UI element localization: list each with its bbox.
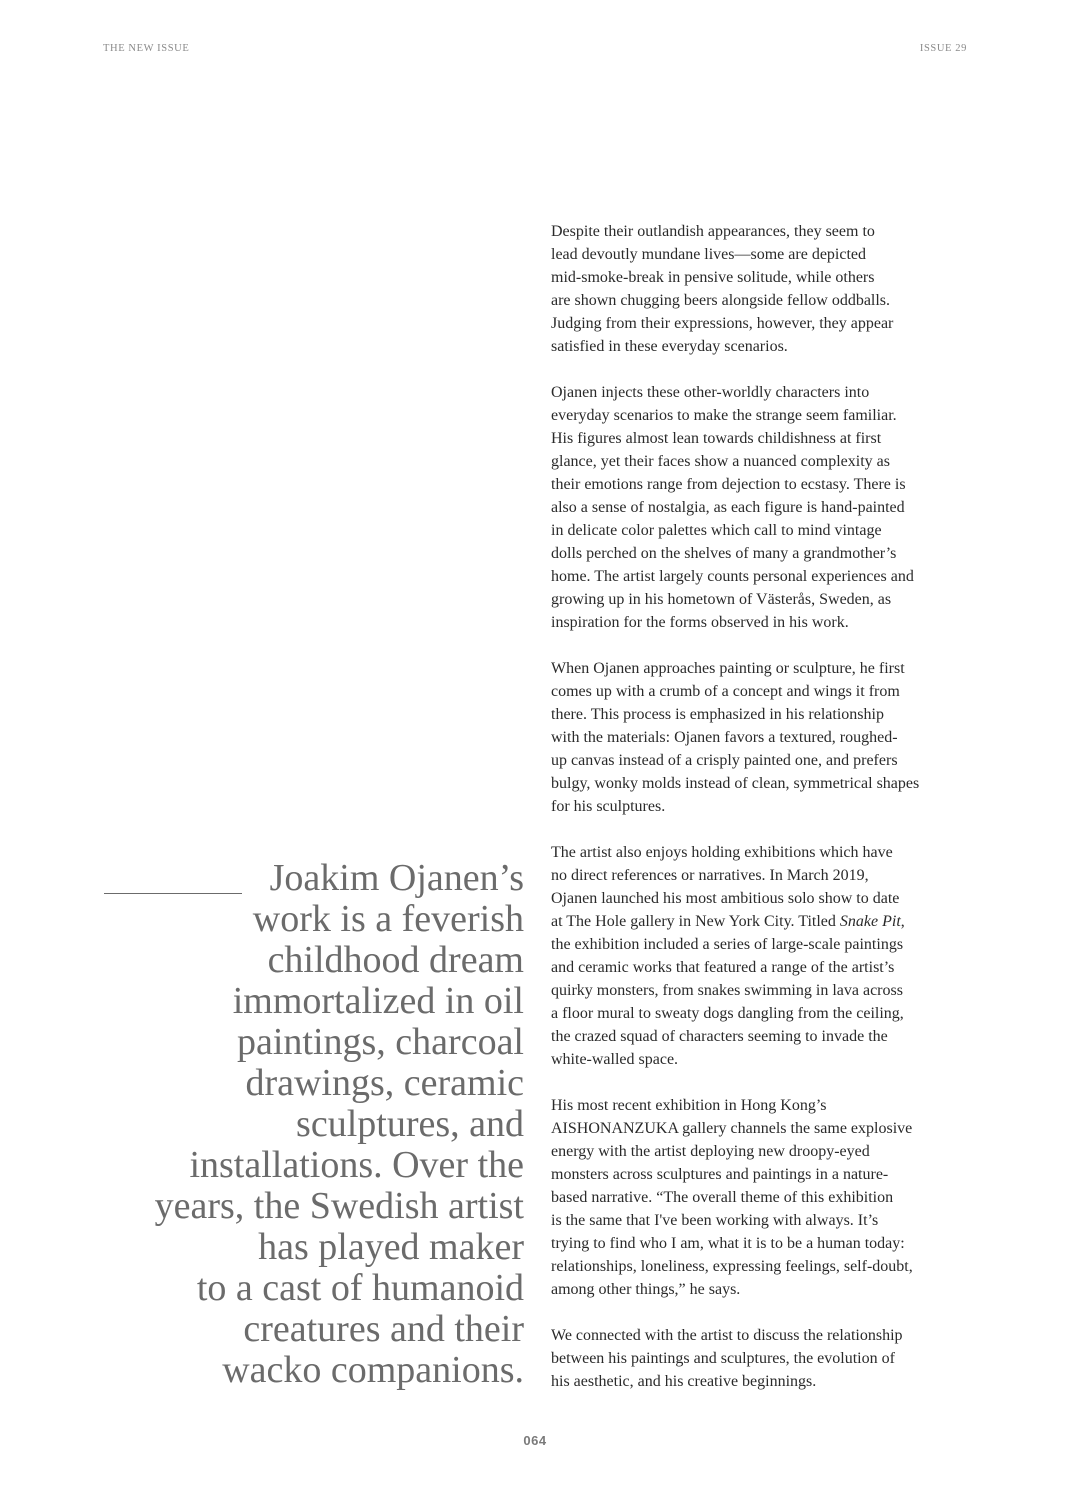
- text-line: satisfied in these everyday scenarios.: [551, 338, 788, 355]
- text-line: lead devoutly mundane lives—some are depicted: [551, 246, 867, 263]
- publication-name: THE NEW ISSUE: [103, 43, 190, 54]
- text-line: The artist also enjoys holding exhibitions which have: [551, 844, 893, 861]
- text-span: at The Hole gallery in New York City. Titled: [551, 913, 840, 930]
- pull-quote-line: to a cast of humanoid: [196, 1267, 524, 1309]
- text-line: glance, yet their faces show a nuanced complexity as: [551, 453, 890, 470]
- text-line: with the materials: Ojanen favors a textured, roughed-: [551, 729, 898, 746]
- page-number: 064: [523, 1433, 547, 1448]
- exhibition-title: Snake Pit: [839, 913, 901, 930]
- text-line: up canvas instead of a crisply painted one, and prefers: [551, 752, 898, 769]
- text-line: no direct references or narratives. In March 2019,: [551, 867, 869, 884]
- pull-quote-line: work is a feverish: [252, 898, 524, 940]
- pull-quote-line: sculptures, and: [296, 1103, 524, 1145]
- pull-quote-line: installations. Over the: [189, 1144, 524, 1186]
- text-line: in delicate color palettes which call to mind vintage: [551, 522, 882, 539]
- body-paragraph: [551, 381, 971, 634]
- text-line: among other things,” he says.: [551, 1281, 741, 1298]
- body-paragraph: [551, 1094, 971, 1301]
- text-line: home. The artist largely counts personal experiences and: [551, 568, 914, 585]
- body-paragraph: [551, 657, 971, 818]
- text-line: based narrative. “The overall theme of this exhibition: [551, 1189, 894, 1206]
- body-paragraph: [551, 1324, 971, 1393]
- pull-quote-line: wacko companions.: [222, 1349, 524, 1391]
- text-line: a floor mural to sweaty dogs dangling from the ceiling,: [551, 1005, 904, 1022]
- pull-quote-line: has played maker: [258, 1226, 524, 1268]
- pull-quote-line: childhood dream: [267, 939, 524, 981]
- text-line: When Ojanen approaches painting or sculpture, he first: [551, 660, 905, 677]
- text-line: His figures almost lean towards childishness at first: [551, 430, 882, 447]
- pull-quote-line: immortalized in oil: [232, 980, 524, 1022]
- pull-quote-line: creatures and their: [243, 1308, 524, 1350]
- text-line: bulgy, wonky molds instead of clean, symmetrical shapes: [551, 775, 920, 792]
- body-paragraph: [551, 220, 971, 358]
- text-line: and ceramic works that featured a range of the artist’s: [551, 959, 895, 976]
- text-line: comes up with a crumb of a concept and wings it from: [551, 683, 900, 700]
- pull-quote-line: years, the Swedish artist: [154, 1185, 524, 1227]
- text-line: [551, 910, 971, 933]
- text-line: there. This process is emphasized in his relationship: [551, 706, 884, 723]
- text-span: ,: [900, 913, 905, 930]
- text-line: their emotions range from dejection to ecstasy. There is: [551, 476, 906, 493]
- text-line: growing up in his hometown of Västerås, Sweden, as: [551, 591, 892, 608]
- text-line: the exhibition included a series of large-scale paintings: [551, 936, 904, 953]
- text-line: Judging from their expressions, however, they appear: [551, 315, 894, 332]
- pull-quote: [100, 858, 524, 1391]
- text-line: quirky monsters, from snakes swimming in lava across: [551, 982, 903, 999]
- issue-number: ISSUE 29: [919, 43, 967, 54]
- text-line: monsters across sculptures and paintings in a nature-: [551, 1166, 889, 1183]
- article-body: [551, 220, 971, 1416]
- text-line: everyday scenarios to make the strange seem familiar.: [551, 407, 897, 424]
- pull-quote-line: Joakim Ojanen’s: [269, 857, 524, 899]
- text-line: are shown chugging beers alongside fellow oddballs.: [551, 292, 891, 309]
- text-line: AISHONANZUKA gallery channels the same explosive: [551, 1120, 913, 1137]
- text-line: his aesthetic, and his creative beginnings.: [551, 1373, 817, 1390]
- text-line: We connected with the artist to discuss the relationship: [551, 1327, 903, 1344]
- text-line: trying to find who I am, what it is to be a human today:: [551, 1235, 905, 1252]
- pull-quote-line: drawings, ceramic: [245, 1062, 524, 1104]
- text-line: between his paintings and sculptures, the evolution of: [551, 1350, 895, 1367]
- body-paragraph: [551, 841, 971, 1071]
- pull-quote-rule: [104, 893, 242, 894]
- text-line: Ojanen launched his most ambitious solo show to date: [551, 890, 900, 907]
- text-line: also a sense of nostalgia, as each figure is hand-painted: [551, 499, 905, 516]
- text-line: relationships, loneliness, expressing feelings, self-doubt,: [551, 1258, 913, 1275]
- pull-quote-line: paintings, charcoal: [236, 1021, 524, 1063]
- text-line: Despite their outlandish appearances, they seem to: [551, 223, 875, 240]
- text-line: is the same that I've been working with always. It’s: [551, 1212, 879, 1229]
- text-line: inspiration for the forms observed in his work.: [551, 614, 849, 631]
- text-line: white-walled space.: [551, 1051, 679, 1068]
- text-line: for his sculptures.: [551, 798, 666, 815]
- text-line: energy with the artist deploying new droopy-eyed: [551, 1143, 870, 1160]
- text-line: the crazed squad of characters seeming to invade the: [551, 1028, 888, 1045]
- text-line: Ojanen injects these other-worldly characters into: [551, 384, 870, 401]
- text-line: mid-smoke-break in pensive solitude, while others: [551, 269, 875, 286]
- text-line: His most recent exhibition in Hong Kong’s: [551, 1097, 827, 1114]
- text-line: dolls perched on the shelves of many a grandmother’s: [551, 545, 897, 562]
